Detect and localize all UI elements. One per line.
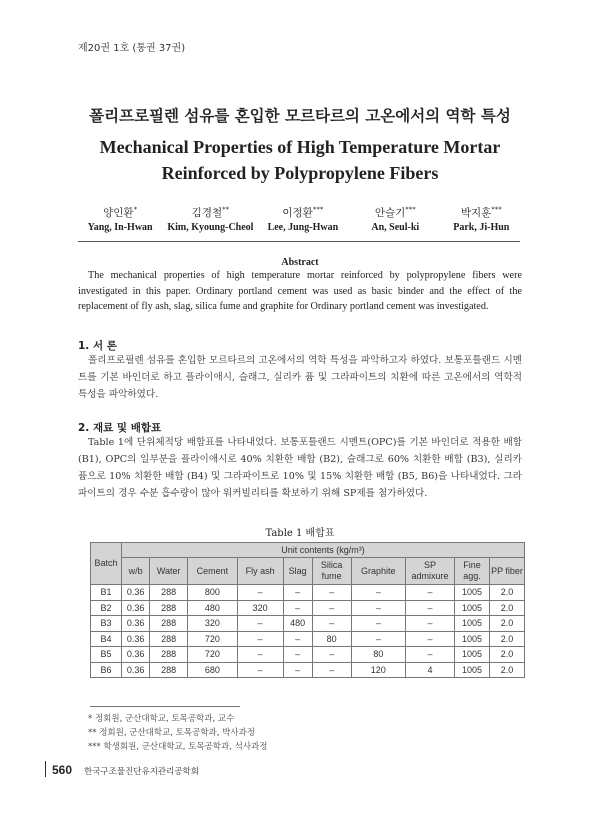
table-cell: 0.36 [122, 616, 150, 632]
table-cell: 2.0 [490, 647, 525, 663]
author-en: An, Seul-ki [371, 222, 420, 233]
table-row [91, 585, 525, 601]
page-number: 560 [52, 763, 73, 777]
table-cell: – [283, 585, 312, 601]
table-cell: – [237, 662, 283, 678]
abstract-text: The mechanical properties of high temperature mortar reinforced by polypropylene fibers were investigated in this paper. Ordinary portland cement was used as basic binder and the effect of the replacement of fly ash, slag, silica fume and graphite for Ordinary portland cement was investigated. [78, 270, 522, 312]
table-cell: – [283, 631, 312, 647]
table-cell: 288 [150, 662, 188, 678]
table-row [91, 600, 525, 616]
table-cell: 2.0 [490, 616, 525, 632]
section-heading-materials: 2. 재료 및 배합표 [78, 422, 162, 434]
author-en: Yang, In-Hwan [87, 222, 153, 233]
table-cell: 120 [351, 662, 405, 678]
table-cell: – [406, 647, 455, 663]
author-ko: 김경철** [191, 205, 230, 219]
english-title-line-1: Mechanical Properties of High Temperature Mortar [99, 137, 501, 157]
table-cell: 288 [150, 600, 188, 616]
footnote: * 정회원, 군산대학교, 토목공학과, 교수 [88, 714, 235, 724]
column-header: Silica fume [312, 558, 351, 585]
table-cell: – [406, 585, 455, 601]
table-cell: 1005 [455, 600, 490, 616]
column-header: Water [150, 558, 188, 585]
author-names-korean [90, 205, 520, 219]
table-cell: – [283, 600, 312, 616]
table-cell: 720 [188, 631, 238, 647]
table-cell: 2.0 [490, 662, 525, 678]
table-cell: 1005 [455, 616, 490, 632]
table-cell: 320 [188, 616, 238, 632]
table-cell: 1005 [455, 647, 490, 663]
journal-name: 한국구조물진단유지관리공학회 [84, 767, 199, 777]
table-caption: Table 1 배합표 [265, 528, 335, 539]
footnote: *** 학생회원, 군산대학교, 토목공학과, 석사과정 [88, 742, 268, 752]
table-row [91, 616, 525, 632]
column-header: Slag [283, 558, 312, 585]
author-ko: 안슬기*** [374, 205, 416, 219]
mix-proportion-table [90, 542, 525, 678]
table-cell: – [406, 600, 455, 616]
table-cell: 2.0 [490, 631, 525, 647]
author-en: Kim, Kyoung-Cheol [167, 222, 254, 233]
author-en: Lee, Jung-Hwan [267, 222, 339, 233]
table-cell: – [237, 585, 283, 601]
abstract-heading: Abstract [281, 257, 319, 268]
section-text-introduction: 폴리프로필렌 섬유를 혼입한 모르타르의 고온에서의 역학 특성을 파악하고자 하였다. 보통포틀랜드 시멘트를 기본 바인더로 하고 플라이애시, 슬래그, 실리카 퓸 및 그라파이트의 치환에 따른 고온에서의 역학적 특성을 파악하였다. [78, 355, 522, 400]
english-title-line-2: Reinforced by Polypropylene Fibers [161, 163, 439, 183]
column-header: Fly ash [237, 558, 283, 585]
table-cell: 288 [150, 585, 188, 601]
table-cell: 2.0 [490, 585, 525, 601]
table-cell: 0.36 [122, 600, 150, 616]
table-cell: 288 [150, 647, 188, 663]
footnote-divider [90, 706, 240, 707]
title-divider [78, 241, 520, 242]
table-cell: 2.0 [490, 600, 525, 616]
table-cell: – [312, 616, 351, 632]
table-cell: – [312, 647, 351, 663]
table-cell: – [351, 585, 405, 601]
table-cell: – [237, 631, 283, 647]
batch-id-cell: B6 [91, 662, 122, 678]
table-cell: 800 [188, 585, 238, 601]
batch-id-cell: B1 [91, 585, 122, 601]
table-cell: 1005 [455, 585, 490, 601]
batch-id-cell: B3 [91, 616, 122, 632]
table-cell: 0.36 [122, 631, 150, 647]
table-cell: 80 [312, 631, 351, 647]
page-number-bar [45, 761, 46, 777]
column-header: Graphite [351, 558, 405, 585]
batch-header: Batch [91, 543, 122, 585]
author-en: Park, Ji-Hun [453, 222, 510, 233]
section-text-materials: Table 1에 단위체적당 배합표를 나타내었다. 보통포틀랜드 시멘트(OPC)를 기본 바인더로 적용한 배합 (B1), OPC의 일부분을 플라이애시로 40% 치환한 배합 (B2), 슬래그로 60% 치환한 배합 (B3), 실리카 퓸으로 10% 치환한 배합 (B4) 및 그라파이트로 10% 및 15% 치환한 배합 (B5, B6)을 나타내었다. 그라파이트의 경우 수분 흡수량이 많아 워커빌리티를 확보하기 위해 SP제를 첨가하였다. [78, 437, 522, 499]
table-cell: 480 [283, 616, 312, 632]
table-cell: – [237, 647, 283, 663]
table-row [91, 631, 525, 647]
table-cell: – [312, 585, 351, 601]
author-ko: 이정환*** [282, 205, 324, 219]
column-header: Fine agg. [455, 558, 490, 585]
table-cell: – [283, 647, 312, 663]
section-heading-introduction: 1. 서 론 [78, 340, 117, 352]
table-cell: – [283, 662, 312, 678]
author-names-english [87, 222, 520, 236]
table-cell: 0.36 [122, 662, 150, 678]
batch-id-cell: B2 [91, 600, 122, 616]
table-body [91, 585, 525, 678]
table-cell: 480 [188, 600, 238, 616]
table-row [91, 662, 525, 678]
column-header: PP fiber [490, 558, 525, 585]
author-ko: 박지훈*** [460, 205, 502, 219]
batch-id-cell: B5 [91, 647, 122, 663]
journal-issue-header: 제20권 1호 (통권 37권) [78, 43, 186, 54]
column-header: w/b [122, 558, 150, 585]
table-cell: 320 [237, 600, 283, 616]
table-cell: 720 [188, 647, 238, 663]
table-cell: 4 [406, 662, 455, 678]
table-cell: – [406, 631, 455, 647]
table-cell: 1005 [455, 631, 490, 647]
table-cell: – [351, 631, 405, 647]
table-cell: – [351, 600, 405, 616]
table-cell: 0.36 [122, 585, 150, 601]
table-cell: 680 [188, 662, 238, 678]
table-cell: 0.36 [122, 647, 150, 663]
column-header: Cement [188, 558, 238, 585]
unit-contents-header: Unit contents (kg/m³) [122, 543, 525, 558]
korean-title: 폴리프로필렌 섬유를 혼입한 모르타르의 고온에서의 역학 특성 [89, 107, 511, 125]
table-cell: – [406, 616, 455, 632]
table-cell: 288 [150, 631, 188, 647]
footnote: ** 정회원, 군산대학교, 토목공학과, 박사과정 [88, 728, 256, 738]
english-title [0, 134, 600, 186]
batch-id-cell: B4 [91, 631, 122, 647]
table-cell: 1005 [455, 662, 490, 678]
table-cell: – [351, 616, 405, 632]
table-cell: – [237, 616, 283, 632]
table-cell: 288 [150, 616, 188, 632]
table-row [91, 647, 525, 663]
table-cell: – [312, 662, 351, 678]
author-ko: 양인환* [103, 205, 138, 219]
table-cell: 80 [351, 647, 405, 663]
table-cell: – [312, 600, 351, 616]
column-header: SP admixure [406, 558, 455, 585]
